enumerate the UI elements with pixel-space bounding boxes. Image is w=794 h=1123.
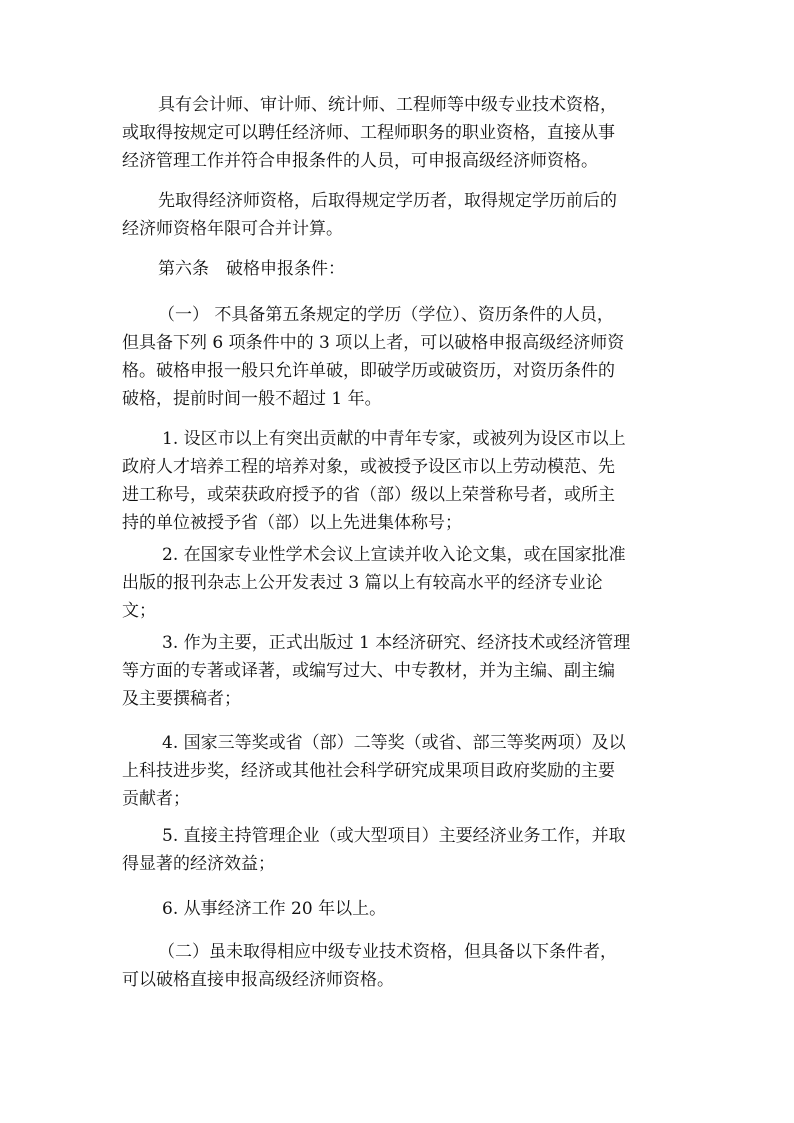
text-line: （二）虽未取得相应中级专业技术资格，但具备以下条件者， (158, 942, 617, 962)
text-line: 可以破格直接申报高级经济师资格。 (122, 970, 394, 990)
text-line: 3. 作为主要，正式出版过 1 本经济研究、经济技术或经济管理 (162, 633, 631, 653)
text-line: 得显著的经济效益； (122, 854, 275, 874)
text-line: 持的单位被授予省（部）以上先进集体称号； (122, 513, 462, 533)
text-line: 或取得按规定可以聘任经济师、工程师职务的职业资格，直接从事 (122, 123, 615, 143)
text-line: 经济管理工作并符合申报条件的人员，可申报高级经济师资格。 (122, 151, 598, 171)
text-line: 1. 设区市以上有突出贡献的中青年专家，或被列为设区市以上 (162, 429, 626, 449)
text-line: （一） 不具备第五条规定的学历（学位）、资历条件的人员， (158, 305, 614, 325)
article-six-heading (122, 255, 682, 283)
list-item-5 (122, 822, 682, 878)
text-line: 先取得经济师资格，后取得规定学历者，取得规定学历前后的 (158, 191, 617, 211)
text-line: 进工称号，或荣获政府授予的省（部）级以上荣誉称号者，或所主 (122, 485, 615, 505)
text-line: 6. 从事经济工作 20 年以上。 (162, 899, 387, 919)
text-line: 第六条 破格申报条件： (158, 259, 345, 279)
text-line: 具有会计师、审计师、统计师、工程师等中级专业技术资格， (158, 95, 617, 115)
list-item-4 (122, 729, 682, 813)
list-item-6 (122, 895, 682, 923)
text-line: 及主要撰稿者； (122, 689, 241, 709)
text-line: 格。破格申报一般只允许单破，即破学历或破资历，对资历条件的 (122, 361, 615, 381)
text-line: 政府人才培养工程的培养对象，或被授予设区市以上劳动模范、先 (122, 457, 615, 477)
paragraph-qualification-equivalence (122, 91, 682, 175)
paragraph-clause-two (122, 938, 682, 994)
text-line: 贡献者； (122, 789, 190, 809)
text-line: 等方面的专著或译著，或编写过大、中专教材，并为主编、副主编 (122, 661, 615, 681)
text-line: 2. 在国家专业性学术会议上宣读并收入论文集，或在国家批准 (162, 545, 626, 565)
list-item-2 (122, 541, 682, 625)
text-line: 4. 国家三等奖或省（部）二等奖（或省、部三等奖两项）及以 (162, 733, 626, 753)
text-line: 但具备下列 6 项条件中的 3 项以上者，可以破格申报高级经济师资 (122, 333, 625, 353)
text-line: 文； (122, 601, 156, 621)
paragraph-years-combined (122, 187, 682, 243)
list-item-1 (122, 425, 682, 537)
text-line: 出版的报刊杂志上公开发表过 3 篇以上有较高水平的经济专业论 (122, 573, 603, 593)
paragraph-clause-one (122, 301, 682, 413)
text-line: 破格，提前时间一般不超过 1 年。 (122, 389, 382, 409)
text-line: 经济师资格年限可合并计算。 (122, 219, 343, 239)
list-item-3 (122, 629, 682, 713)
text-line: 上科技进步奖，经济或其他社会科学研究成果项目政府奖励的主要 (122, 761, 615, 781)
text-line: 5. 直接主持管理企业（或大型项目）主要经济业务工作，并取 (162, 826, 626, 846)
